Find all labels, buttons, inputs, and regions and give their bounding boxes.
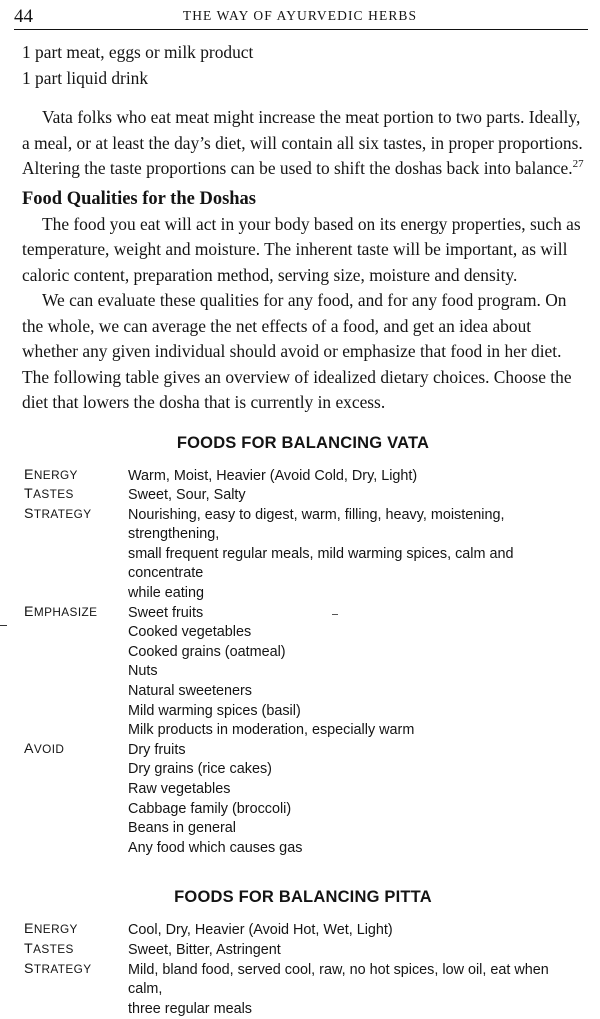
paragraph-energy-properties: The food you eat will act in your body based on its energy properties, such as temperature, weight and moisture. The inherent taste will be important, as will caloric content, preparation method, serving size, moisture and density. — [22, 213, 581, 285]
row-value-tastes: Sweet, Sour, Salty — [128, 487, 246, 504]
section-subhead: Food Qualities for the Doshas — [22, 188, 257, 209]
table-row — [24, 506, 572, 604]
text-column — [22, 40, 584, 1019]
foods-table-vata — [24, 467, 572, 859]
foods-table-pitta — [24, 921, 572, 1019]
table-row — [24, 941, 572, 961]
row-value-energy: Cool, Dry, Heavier (Avoid Hot, Wet, Light) — [128, 922, 393, 939]
page-number: 44 — [14, 6, 33, 27]
row-value-tastes: Sweet, Bitter, Astringent — [128, 941, 281, 958]
opening-line-2: 1 part liquid drink — [22, 67, 149, 88]
footnote-marker: 27 — [572, 158, 584, 171]
row-value-strategy: Mild, bland food, served cool, raw, no hot spices, low oil, eat when calm, three regular meals — [128, 961, 549, 1017]
running-head: THE WAY OF AYURVEDIC HERBS — [182, 8, 418, 23]
row-value-strategy: Nourishing, easy to digest, warm, filling, heavy, moistening, strengthening, small frequent regular meals, mild warming spices, calm and concentrate while eating — [128, 506, 514, 602]
table-title-vata: FOODS FOR BALANCING VATA — [176, 433, 430, 452]
table-title-pitta: FOODS FOR BALANCING PITTA — [174, 888, 432, 907]
row-value-energy: Warm, Moist, Heavier (Avoid Cold, Dry, Light) — [128, 467, 418, 484]
paragraph-evaluate-qualities: We can evaluate these qualities for any food, and for any food program. On the whole, we can average the net effects of a food, and get an idea about whether any given individual should avoid or emphasize that food in her diet. The following table gives an overview of idealized dietary choices. Choose the diet that lowers the dosha that is currently in excess. — [22, 290, 572, 412]
row-label-energy: ENERGY — [24, 466, 78, 483]
row-value-avoid: Dry fruits Dry grains (rice cakes) Raw vegetables Cabbage family (broccoli) Beans in general Any food which causes gas — [128, 741, 303, 856]
paragraph-vata-meat — [22, 105, 584, 182]
table-row — [24, 741, 572, 859]
table-row — [24, 921, 572, 941]
paragraph-vata-meat-text: Vata folks who eat meat might increase the meat portion to two parts. Ideally, a meal, or at least the day’s diet, will contain all six tastes, in proper proportions. Altering the taste proportions can be used to shift the doshas back into balance. — [22, 107, 583, 178]
table-row — [24, 467, 572, 487]
table-row — [24, 486, 572, 506]
row-label-tastes: TASTES — [24, 486, 74, 503]
margin-mark — [0, 625, 7, 626]
row-label-avoid: AVOID — [24, 740, 65, 757]
opening-line-1: 1 part meat, eggs or milk product — [22, 42, 254, 62]
table-row — [24, 604, 572, 741]
row-value-emphasize: Sweet fruits Cooked vegetables Cooked grains (oatmeal) Nuts Natural sweeteners Mild warming spices (basil) Milk products in moderation, especially warm — [128, 604, 415, 739]
table-row — [24, 961, 572, 1019]
row-label-emphasize: EMPHASIZE — [24, 603, 98, 620]
row-label-strategy: STRATEGY — [24, 960, 92, 977]
row-label-strategy: STRATEGY — [24, 505, 92, 522]
row-label-tastes: TASTES — [24, 940, 74, 957]
row-label-energy: ENERGY — [24, 921, 78, 938]
header-rule — [14, 29, 588, 30]
